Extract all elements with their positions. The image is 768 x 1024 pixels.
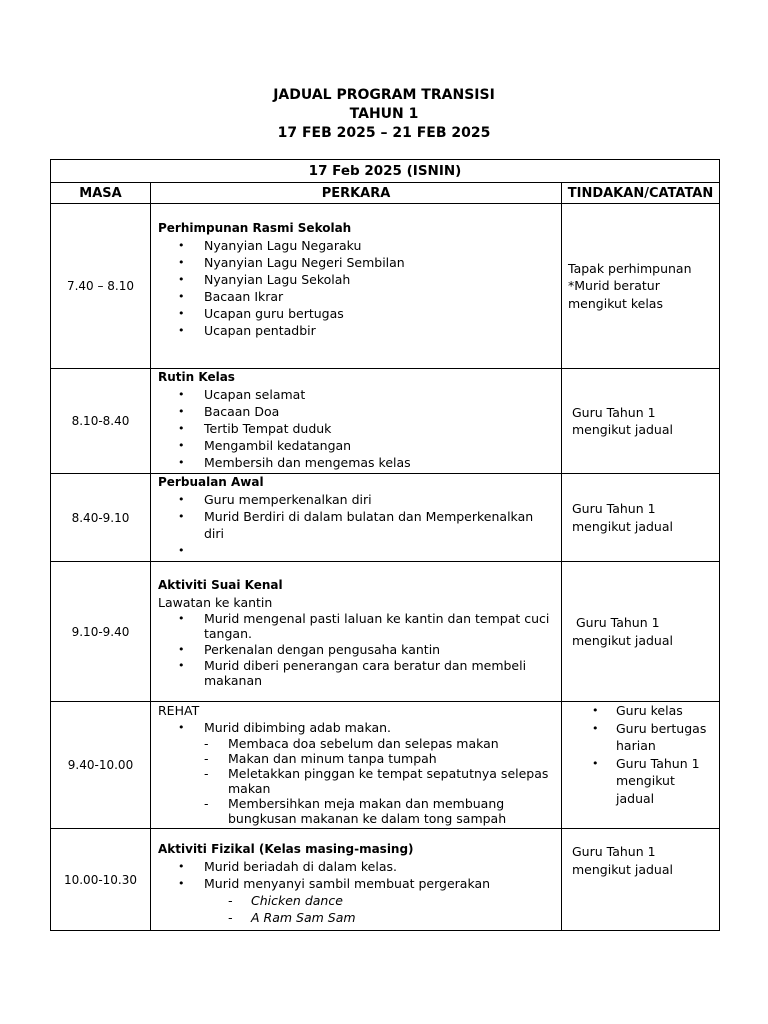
activity-sublist xyxy=(158,736,555,826)
remarks-cell xyxy=(562,562,720,702)
column-header-catatan: TINDAKAN/CATATAN xyxy=(562,183,720,204)
list-item: • Murid diberi penerangan cara beratur dan membeli makanan xyxy=(158,658,555,688)
activity-subtitle: REHAT xyxy=(158,703,200,718)
remarks-line: mengikut kelas xyxy=(568,295,663,311)
list-item: • Tertib Tempat duduk xyxy=(158,420,555,437)
remarks-line: mengikut jadual xyxy=(572,422,673,437)
table-row xyxy=(51,829,720,931)
remarks-cell xyxy=(562,474,720,562)
remarks-item: • Guru Tahun 1 mengikut jadual xyxy=(568,755,713,808)
document-header xyxy=(0,86,768,143)
activity-cell xyxy=(151,204,562,369)
list-item: • Nyanyian Lagu Sekolah xyxy=(158,271,555,288)
activity-cell xyxy=(151,474,562,562)
time-cell: 10.00-10.30 xyxy=(51,829,151,931)
remarks-line: mengikut jadual xyxy=(572,861,673,877)
remarks-line: Guru Tahun 1 xyxy=(572,501,656,516)
table-row xyxy=(51,369,720,474)
list-item: • Perkenalan dengan pengusaha kantin xyxy=(158,641,555,658)
list-item: • Guru memperkenalkan diri xyxy=(158,491,555,508)
activity-list xyxy=(158,858,555,892)
header-title: JADUAL PROGRAM TRANSISI xyxy=(273,87,495,103)
activity-title: Aktiviti Suai Kenal xyxy=(158,578,283,592)
table-row xyxy=(51,702,720,829)
remarks-line: mengikut jadual xyxy=(572,518,673,534)
activity-title: Perbualan Awal xyxy=(158,475,264,489)
sublist-item: - Membaca doa sebelum dan selepas makan xyxy=(158,736,555,751)
sublist-item: - Chicken dance xyxy=(158,892,555,909)
list-item: • Murid dibimbing adab makan. xyxy=(158,719,555,736)
activity-sublist xyxy=(158,892,555,926)
remarks-line: Guru Tahun 1 xyxy=(576,615,660,630)
activity-subtitle: Lawatan ke kantin xyxy=(158,595,273,610)
time-cell: 9.10-9.40 xyxy=(51,562,151,702)
list-item: • Nyanyian Lagu Negeri Sembilan xyxy=(158,254,555,271)
remarks-list xyxy=(568,702,713,807)
activity-list xyxy=(158,611,555,688)
header-date-range: 17 FEB 2025 – 21 FEB 2025 xyxy=(277,125,491,141)
activity-title: Perhimpunan Rasmi Sekolah xyxy=(158,221,352,235)
sublist-item: - Makan dan minum tanpa tumpah xyxy=(158,751,555,766)
activity-list xyxy=(158,719,555,736)
list-item: • Mengambil kedatangan xyxy=(158,437,555,454)
remarks-line: Tapak perhimpunan xyxy=(568,260,692,276)
time-cell: 9.40-10.00 xyxy=(51,702,151,829)
remarks-cell xyxy=(562,829,720,931)
activity-cell xyxy=(151,369,562,474)
activity-cell xyxy=(151,562,562,702)
remarks-item: • Guru kelas xyxy=(568,702,713,720)
column-header-masa: MASA xyxy=(51,183,151,204)
list-item: • Murid menyanyi sambil membuat pergerakan xyxy=(158,875,555,892)
time-cell: 7.40 – 8.10 xyxy=(51,204,151,369)
table-row xyxy=(51,204,720,369)
list-item: • Nyanyian Lagu Negaraku xyxy=(158,237,555,254)
table-row xyxy=(51,474,720,562)
activity-list xyxy=(158,386,555,471)
list-item: • Murid beriadah di dalam kelas. xyxy=(158,858,555,875)
remarks-line: mengikut jadual xyxy=(572,632,673,648)
day-header: 17 Feb 2025 (ISNIN) xyxy=(51,160,720,183)
remarks-line: Guru Tahun 1 xyxy=(572,404,656,420)
list-item: • Membersih dan mengemas kelas xyxy=(158,454,555,471)
time-cell: 8.40-9.10 xyxy=(51,474,151,562)
list-item: • Ucapan pentadbir xyxy=(158,322,555,339)
schedule-table xyxy=(50,159,720,931)
list-item xyxy=(158,542,555,559)
table-row xyxy=(51,562,720,702)
remarks-line: *Murid beratur xyxy=(568,278,660,294)
list-item: • Ucapan guru bertugas xyxy=(158,305,555,322)
list-item: • Murid mengenal pasti laluan ke kantin dan tempat cuci tangan. xyxy=(158,611,555,641)
activity-cell xyxy=(151,702,562,829)
list-item: • Murid Berdiri di dalam bulatan dan Memperkenalkan diri xyxy=(158,508,555,542)
sublist-item: - Meletakkan pinggan ke tempat sepatutnya selepas makan xyxy=(158,766,555,796)
remarks-cell xyxy=(562,369,720,474)
list-item: • Ucapan selamat xyxy=(158,386,555,403)
activity-list xyxy=(158,491,555,559)
remarks-line: Guru Tahun 1 xyxy=(572,844,656,859)
sublist-item: - A Ram Sam Sam xyxy=(158,909,555,926)
remarks-cell xyxy=(562,204,720,369)
header-year: TAHUN 1 xyxy=(349,106,419,122)
activity-cell xyxy=(151,829,562,931)
list-item: • Bacaan Doa xyxy=(158,403,555,420)
remarks-cell xyxy=(562,702,720,829)
time-cell: 8.10-8.40 xyxy=(51,369,151,474)
sublist-item: - Membersihkan meja makan dan membuang bungkusan makanan ke dalam tong sampah xyxy=(158,796,555,826)
remarks-item: • Guru bertugas harian xyxy=(568,720,713,755)
column-header-row xyxy=(51,183,720,204)
list-item: • Bacaan Ikrar xyxy=(158,288,555,305)
activity-list xyxy=(158,237,555,339)
column-header-perkara: PERKARA xyxy=(151,183,562,204)
activity-title: Rutin Kelas xyxy=(158,370,235,384)
activity-title: Aktiviti Fizikal (Kelas masing-masing) xyxy=(158,842,414,856)
